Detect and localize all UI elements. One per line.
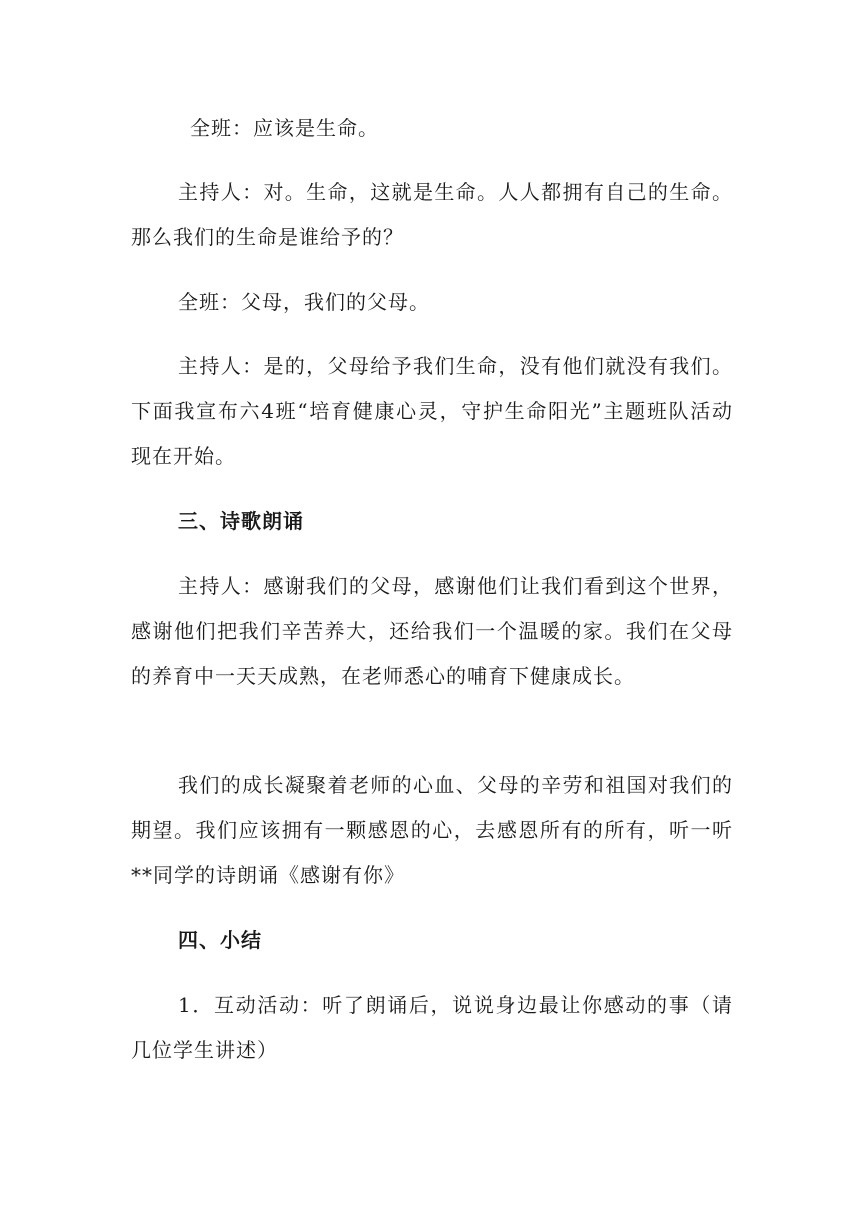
list-item-interactive-activity: 1．互动活动：听了朗诵后，说说身边最让你感动的事（请几位学生讲述） [131, 993, 733, 1062]
dialogue-host-life: 主持人：对。生命，这就是生命。人人都拥有自己的生命。那么我们的生命是谁给予的？ [131, 180, 733, 249]
section-heading-summary: 四、小结 [178, 928, 262, 952]
dialogue-host-announcement: 主持人：是的，父母给予我们生命，没有他们就没有我们。下面我宣布六4班“培育健康心灵，守护生命阳光”主题班队活动现在开始。 [131, 354, 733, 468]
paragraph-growth: 我们的成长凝聚着老师的心血、父母的辛劳和祖国对我们的期望。我们应该拥有一颗感恩的心，去感恩所有的所有，听一听**同学的诗朗诵《感谢有你》 [131, 773, 733, 887]
dialogue-host-gratitude: 主持人：感谢我们的父母，感谢他们让我们看到这个世界，感谢他们把我们辛苦养大，还给我们一个温暖的家。我们在父母的养育中一天天成熟，在老师悉心的哺育下健康成长。 [131, 574, 733, 688]
dialogue-class-answer-life: 全班：应该是生命。 [190, 116, 379, 140]
dialogue-class-answer-parents: 全班：父母，我们的父母。 [178, 290, 430, 314]
section-heading-poetry: 三、诗歌朗诵 [178, 509, 304, 533]
